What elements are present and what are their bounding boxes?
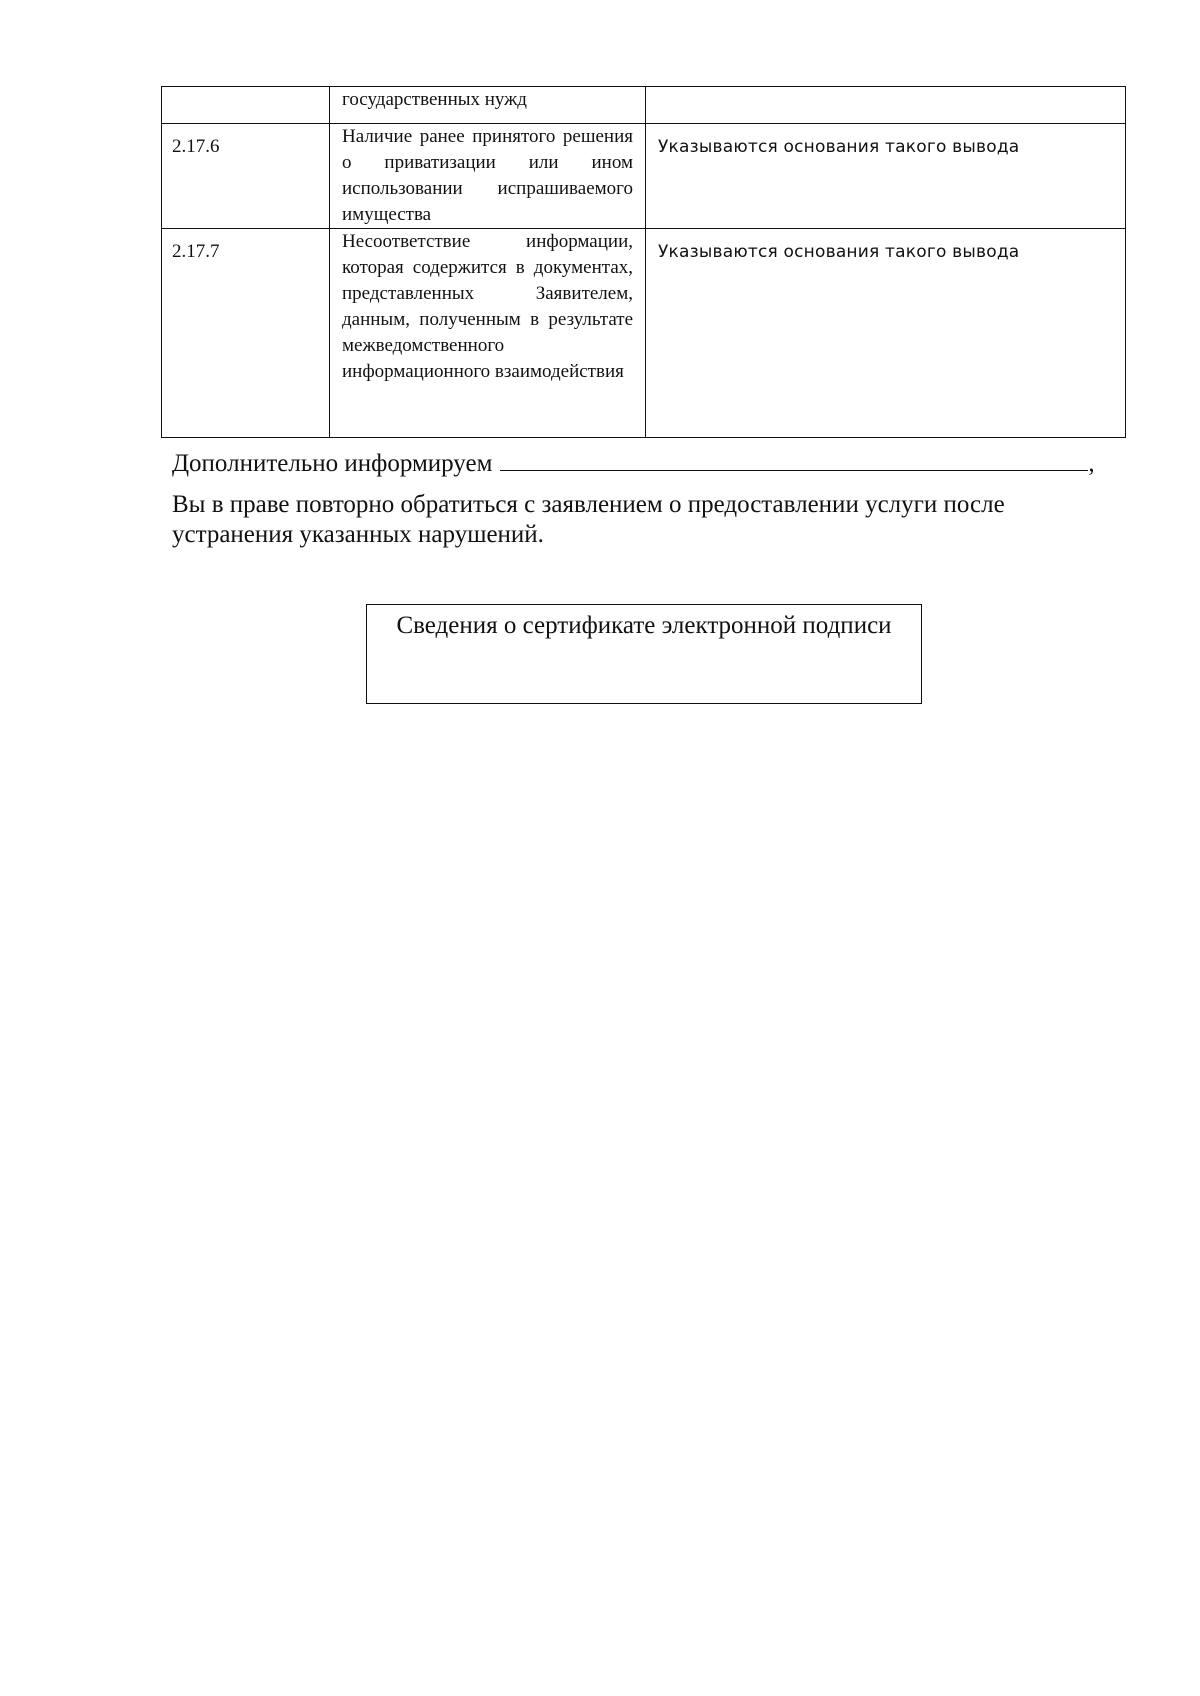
reapply-notice: Вы в праве повторно обратиться с заявлением о предоставлении услуги после устранения указанных нарушений. [172, 491, 1005, 548]
table-row [162, 229, 1126, 438]
row-number: 2.17.6 [162, 124, 330, 229]
row-reason: Указываются основания такого вывода [646, 124, 1126, 229]
row-number: 2.17.7 [162, 229, 330, 438]
row-number [162, 87, 330, 124]
row-reason: Указываются основания такого вывода [646, 229, 1126, 438]
additional-info-line [172, 444, 1095, 481]
row-description: государственных нужд [330, 87, 646, 124]
refusal-grounds-table [161, 86, 1126, 438]
table-row [162, 124, 1126, 229]
signature-certificate-box [366, 604, 922, 704]
additional-info-trailing: , [1088, 450, 1095, 477]
row-description: Наличие ранее принятого решения о приватизации или ином использовании испрашиваемого имущества [330, 124, 646, 229]
table-row [162, 87, 1126, 124]
row-reason [646, 87, 1126, 124]
signature-certificate-label: Сведения о сертификате электронной подписи [396, 612, 892, 639]
row-description: Несоответствие информации, которая содержится в документах, представленных Заявителем, данным, полученным в результате межведомственного информационного взаимодействия [330, 229, 646, 438]
additional-info-label: Дополнительно информируем [172, 450, 493, 477]
additional-info-blank [500, 444, 1088, 471]
